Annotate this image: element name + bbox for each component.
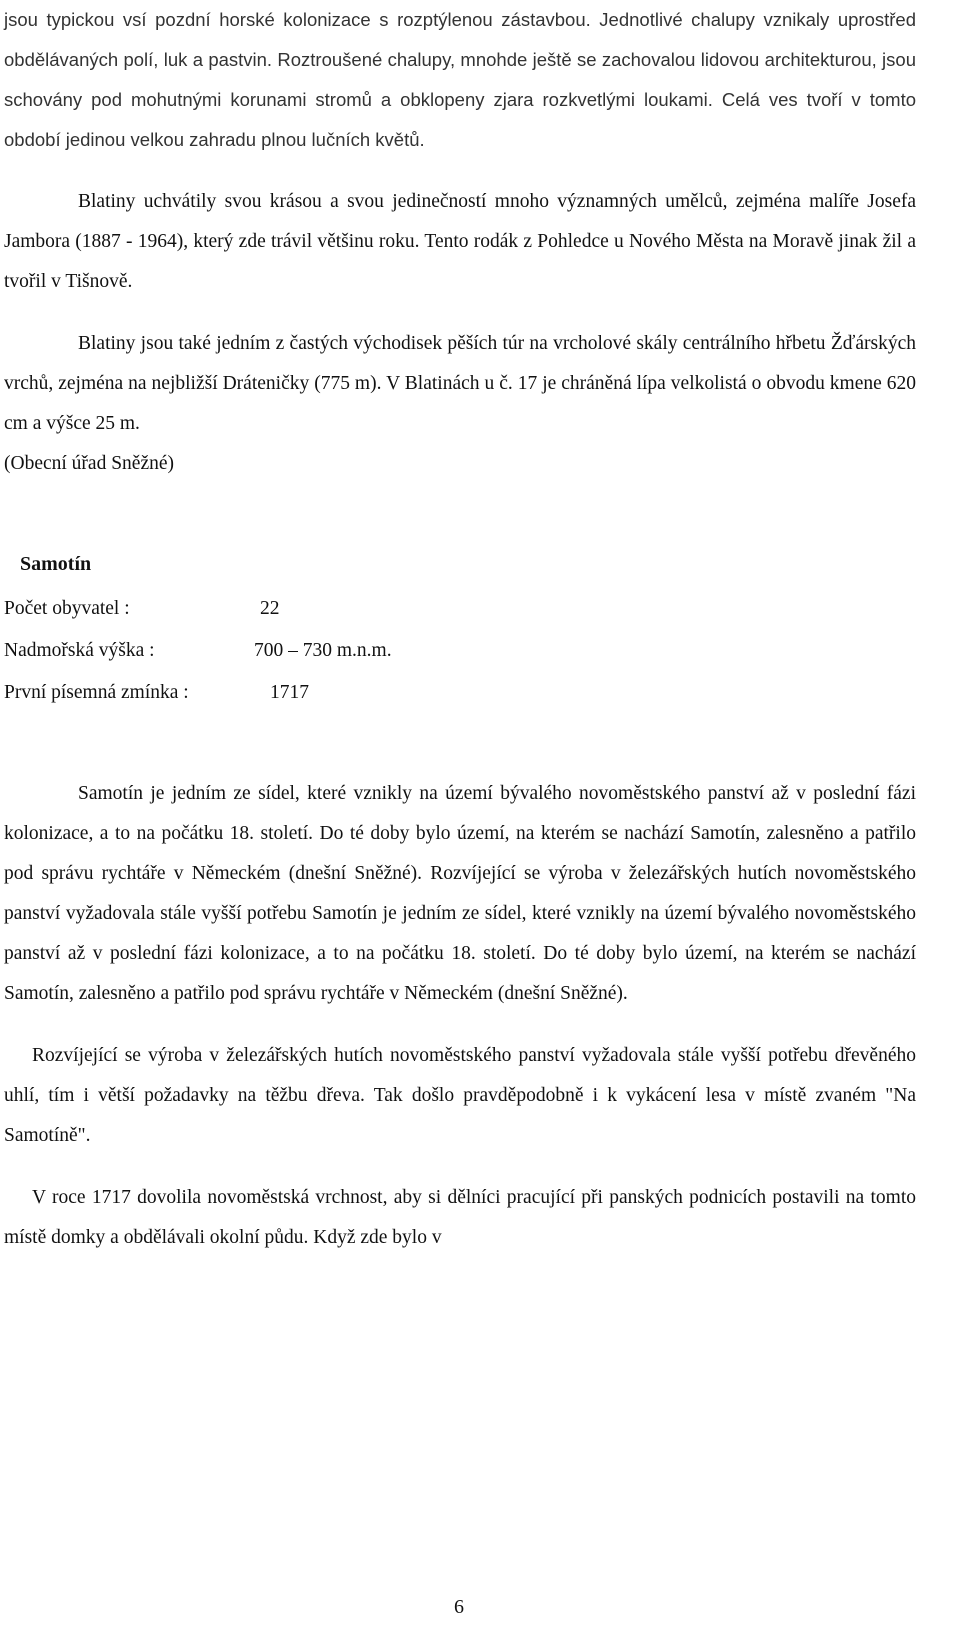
page-number: 6 [454,1596,464,1618]
fact-value: 1717 [270,682,309,703]
fact-label: Počet obyvatel : [4,598,130,619]
fact-altitude [4,630,916,672]
document-page [4,0,916,1258]
artists-paragraph: Blatiny uchvátily svou krásou a svou jedinečností mnoho významných umělců, zejména malíře Josefa Jambora (1887 - 1964), který zde trávil většinu roku. Tento rodák z Pohledce u Nového Města na Moravě jinak žil a tvořil v Tišnově. [4,191,916,292]
history-paragraph-2: Rozvíjející se výroba v železářských hutích novoměstského panství vyžadovala stále vyšší potřebu dřevěného uhlí, tím i větší požadavky na těžbu dřeva. Tak došlo pravděpodobně i k vykácení lesa v místě zvaném "Na Samotíně". [4,1045,916,1146]
fact-value: 22 [260,598,280,619]
facts-list [4,588,916,714]
fact-label: Nadmořská výška : [4,640,155,661]
section-title: Samotín [20,553,92,575]
fact-value: 700 – 730 m.n.m. [254,640,392,661]
fact-population [4,588,916,630]
fact-label: První písemná zmínka : [4,682,189,703]
history-paragraph-3: V roce 1717 dovolila novoměstská vrchnost, aby si dělníci pracující při panských podnicích postavili na tomto místě domky a obdělávali okolní půdu. Když zde bylo v [4,1187,916,1248]
source-note: (Obecní úřad Sněžné) [4,453,175,474]
fact-first-mention [4,672,916,714]
hiking-paragraph: Blatiny jsou také jedním z častých východisek pěších túr na vrcholové skály centrálního hřbetu Žďárských vrchů, zejména na nejbližší Dráteničky (775 m). V Blatinách u č. 17 je chráněná lípa velkolistá o obvodu kmene 620 cm a výšce 25 m. [4,333,916,434]
history-paragraph-1: Samotín je jedním ze sídel, které vznikly na území bývalého novoměstského panství až v poslední fázi kolonizace, a to na počátku 18. století. Do té doby bylo území, na kterém se nachází Samotín, zalesněno a patřilo pod správu rychtáře v Německém (dnešní Sněžné). Rozvíjející se výroba v železářských hutích novoměstského panství vyžadovala stále vyšší potřebu Samotín je jedním ze sídel, které vznikly na území bývalého novoměstského panství až v poslední fázi kolonizace, a to na počátku 18. století. Do té doby bylo území, na kterém se nachází Samotín, zalesněno a patřilo pod správu rychtáře v Německém (dnešní Sněžné). [4,783,916,1004]
intro-paragraph: jsou typickou vsí pozdní horské kolonizace s rozptýlenou zástavbou. Jednotlivé chalupy vznikaly uprostřed obdělávaných polí, luk a pastvin. Roztroušené chalupy, mnohde ještě se zachovalou lidovou architekturou, jsou schovány pod mohutnými korunami stromů a obklopeny zjara rozkvetlými loukami. Celá ves tvoří v tomto období jedinou velkou zahradu plnou lučních květů. [4,9,916,150]
